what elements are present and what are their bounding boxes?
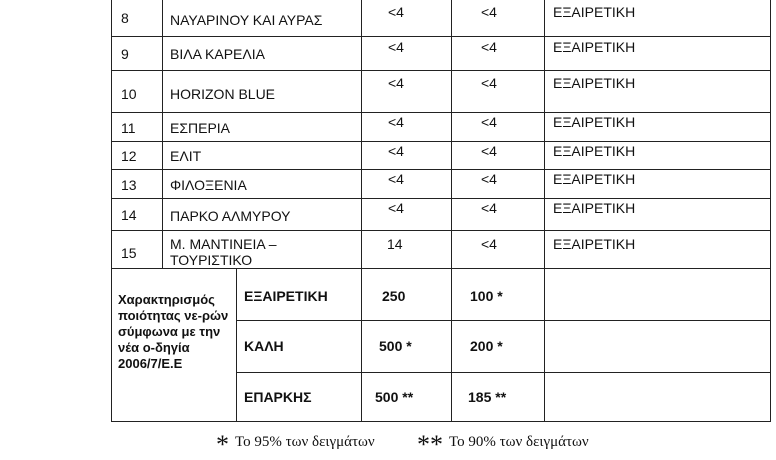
value-2: <4 (481, 171, 497, 187)
grade-name: ΕΠΑΡΚΗΣ (244, 389, 312, 405)
quality-rating: ΕΞΑΙΡΕΤΙΚΗ (553, 75, 636, 91)
location-name: ΒΙΛΑ ΚΑΡΕΛΙΑ (170, 46, 265, 62)
location-name: ΕΛΙΤ (170, 148, 202, 164)
quality-rating: ΕΞΑΙΡΕΤΙΚΗ (553, 200, 636, 216)
row-number: 9 (121, 46, 129, 62)
value-1: <4 (388, 171, 404, 187)
footnote-text: Το 95% των δειγμάτων (235, 434, 375, 450)
location-name: ΕΣΠΕΡΙΑ (170, 120, 231, 136)
value-1: 14 (387, 236, 403, 252)
value-1: <4 (388, 143, 404, 159)
characterization-label: Χαρακτηρισμός ποιότητας νε-ρών σύμφωνα με την νέα ο-δηγία 2006/7/Ε.Ε (118, 292, 229, 371)
grade-value-2: 185 ** (468, 389, 507, 405)
location-name: ΠΑΡΚΟ ΑΛΜΥΡΟΥ (170, 208, 291, 224)
grade-name: ΕΞΑΙΡΕΤΙΚΗ (244, 288, 328, 304)
row-number: 8 (121, 10, 129, 26)
row-divider (236, 320, 771, 321)
row-divider (236, 372, 771, 373)
column-divider (544, 0, 545, 422)
value-1: <4 (388, 200, 404, 216)
quality-rating: ΕΞΑΙΡΕΤΙΚΗ (553, 39, 636, 55)
column-divider (770, 0, 771, 422)
row-divider (111, 230, 771, 231)
row-divider (111, 169, 771, 170)
quality-rating: ΕΞΑΙΡΕΤΙΚΗ (553, 236, 636, 252)
footnote-text: Το 90% των δειγμάτων (449, 434, 589, 450)
quality-rating: ΕΞΑΙΡΕΤΙΚΗ (553, 171, 636, 187)
row-divider (111, 112, 771, 113)
location-name-line-2: ΤΟΥΡΙΣΤΙΚΟ (170, 252, 253, 268)
row-number: 15 (121, 245, 137, 261)
value-2: <4 (481, 200, 497, 216)
footnote-double-star-symbol: ** (417, 430, 443, 459)
value-2: <4 (481, 236, 497, 252)
value-2: <4 (481, 143, 497, 159)
row-number: 14 (121, 207, 137, 223)
row-number: 12 (121, 148, 137, 164)
grade-name: ΚΑΛΗ (244, 338, 284, 354)
quality-rating: ΕΞΑΙΡΕΤΙΚΗ (553, 114, 636, 130)
row-divider (111, 268, 771, 269)
column-divider (361, 0, 362, 422)
row-number: 10 (121, 86, 137, 102)
value-1: <4 (388, 4, 404, 20)
row-number: 13 (121, 177, 137, 193)
column-divider (111, 0, 112, 422)
quality-rating: ΕΞΑΙΡΕΤΙΚΗ (553, 143, 636, 159)
row-divider (111, 198, 771, 199)
footnote-star-symbol: * (216, 430, 229, 459)
location-name: HORIZON BLUE (170, 86, 276, 102)
value-1: <4 (388, 39, 404, 55)
location-name: ΝΑΥΑΡΙΝΟΥ ΚΑΙ ΑΥΡΑΣ (170, 12, 323, 28)
column-divider (236, 268, 237, 422)
row-divider (111, 141, 771, 142)
value-2: <4 (481, 39, 497, 55)
row-divider (111, 421, 771, 422)
location-name-line-1: Μ. ΜΑΝΤΙΝΕΙΑ – (170, 236, 277, 252)
value-2: <4 (481, 4, 497, 20)
value-2: <4 (481, 75, 497, 91)
grade-value-1: 500 ** (375, 389, 414, 405)
column-divider (451, 0, 452, 422)
grade-value-1: 250 (382, 288, 406, 304)
row-divider (111, 70, 771, 71)
row-number: 11 (121, 120, 136, 136)
column-divider (162, 0, 163, 269)
value-2: <4 (481, 114, 497, 130)
grade-value-1: 500 * (379, 338, 412, 354)
grade-value-2: 200 * (470, 338, 503, 354)
grade-value-2: 100 * (470, 288, 503, 304)
value-1: <4 (388, 75, 404, 91)
value-1: <4 (388, 114, 404, 130)
location-name: ΦΙΛΟΞΕΝΙΑ (170, 177, 247, 193)
row-divider (111, 36, 771, 37)
quality-rating: ΕΞΑΙΡΕΤΙΚΗ (553, 4, 636, 20)
